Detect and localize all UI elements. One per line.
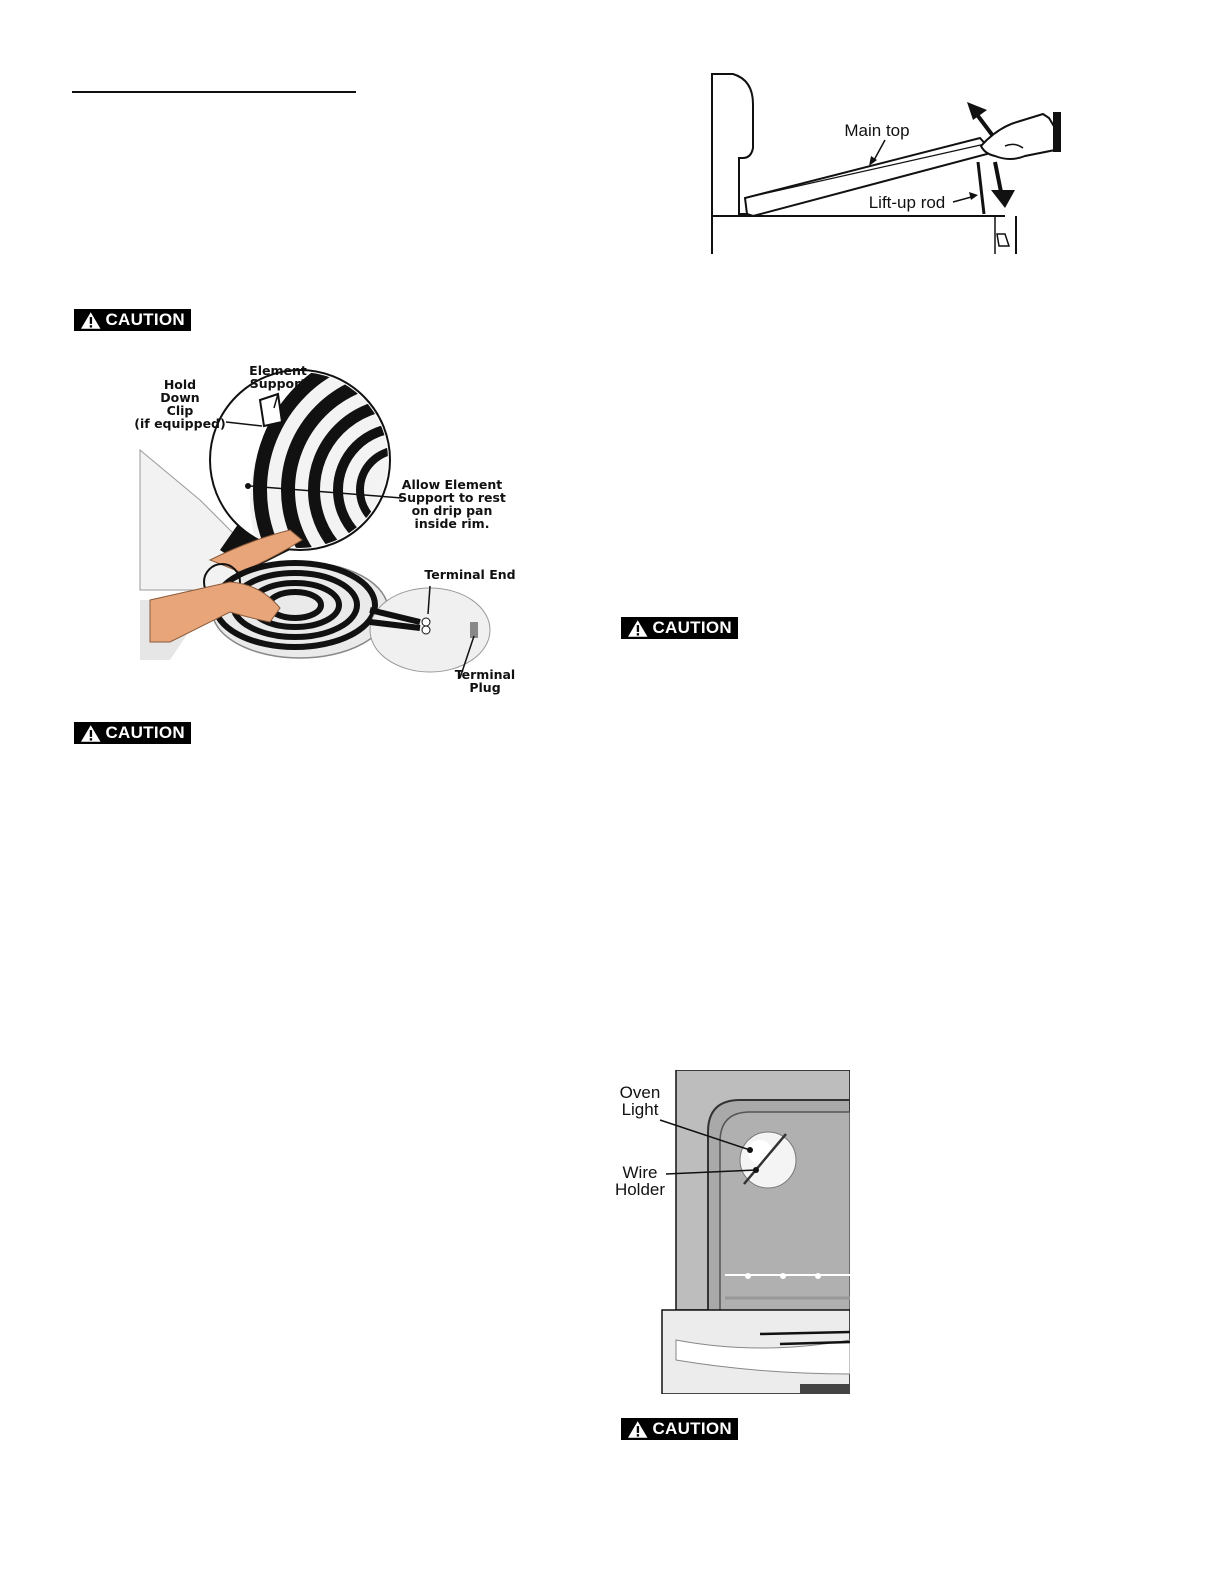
label-line: Allow Element (401, 477, 503, 492)
label-line: (if equipped) (134, 416, 226, 431)
warning-triangle-icon (627, 1420, 648, 1439)
label-line: Support to rest (398, 490, 506, 505)
warning-triangle-icon (627, 619, 648, 638)
label-line: Wire (622, 1163, 658, 1182)
caution-label: CAUTION (105, 723, 185, 742)
label-line: Light (621, 1100, 659, 1119)
caution-label: CAUTION (105, 310, 185, 329)
label-line: Support (249, 376, 307, 391)
label-line: on drip pan (411, 503, 493, 518)
caution-label: CAUTION (652, 1419, 732, 1438)
label-line: Down (160, 390, 200, 405)
surface-element-figure (130, 360, 520, 700)
label-line: inside rim. (414, 516, 490, 531)
caution-badge (621, 617, 738, 639)
label-line: Plug (469, 680, 501, 695)
warning-triangle-icon (80, 724, 101, 743)
label-line: Hold (163, 377, 197, 392)
caution-badge (621, 1418, 738, 1440)
label-line: Oven (619, 1083, 661, 1102)
label-line: Holder (614, 1180, 666, 1199)
label-terminal-plug (450, 668, 520, 694)
label-oven-light (610, 1084, 670, 1118)
label-allow-element (396, 478, 508, 530)
label-hold-down-clip (130, 378, 230, 430)
main-top-figure (705, 66, 1065, 258)
label-main-top: Main top (844, 121, 910, 140)
warning-triangle-icon (80, 311, 101, 330)
label-element-support (238, 364, 318, 390)
label-line: Element (249, 363, 307, 378)
caution-badge (74, 309, 191, 331)
label-line: Clip (166, 403, 194, 418)
caution-badge (74, 722, 191, 744)
range-top-illustration (705, 66, 1065, 258)
label-line: Terminal (454, 667, 516, 682)
oven-light-figure (610, 1070, 850, 1394)
section-heading-rule (72, 91, 356, 93)
label-lift-up-rod: Lift-up rod (868, 193, 946, 212)
label-terminal-end: Terminal End (424, 567, 516, 582)
label-wire-holder (610, 1164, 670, 1198)
caution-label: CAUTION (652, 618, 732, 637)
